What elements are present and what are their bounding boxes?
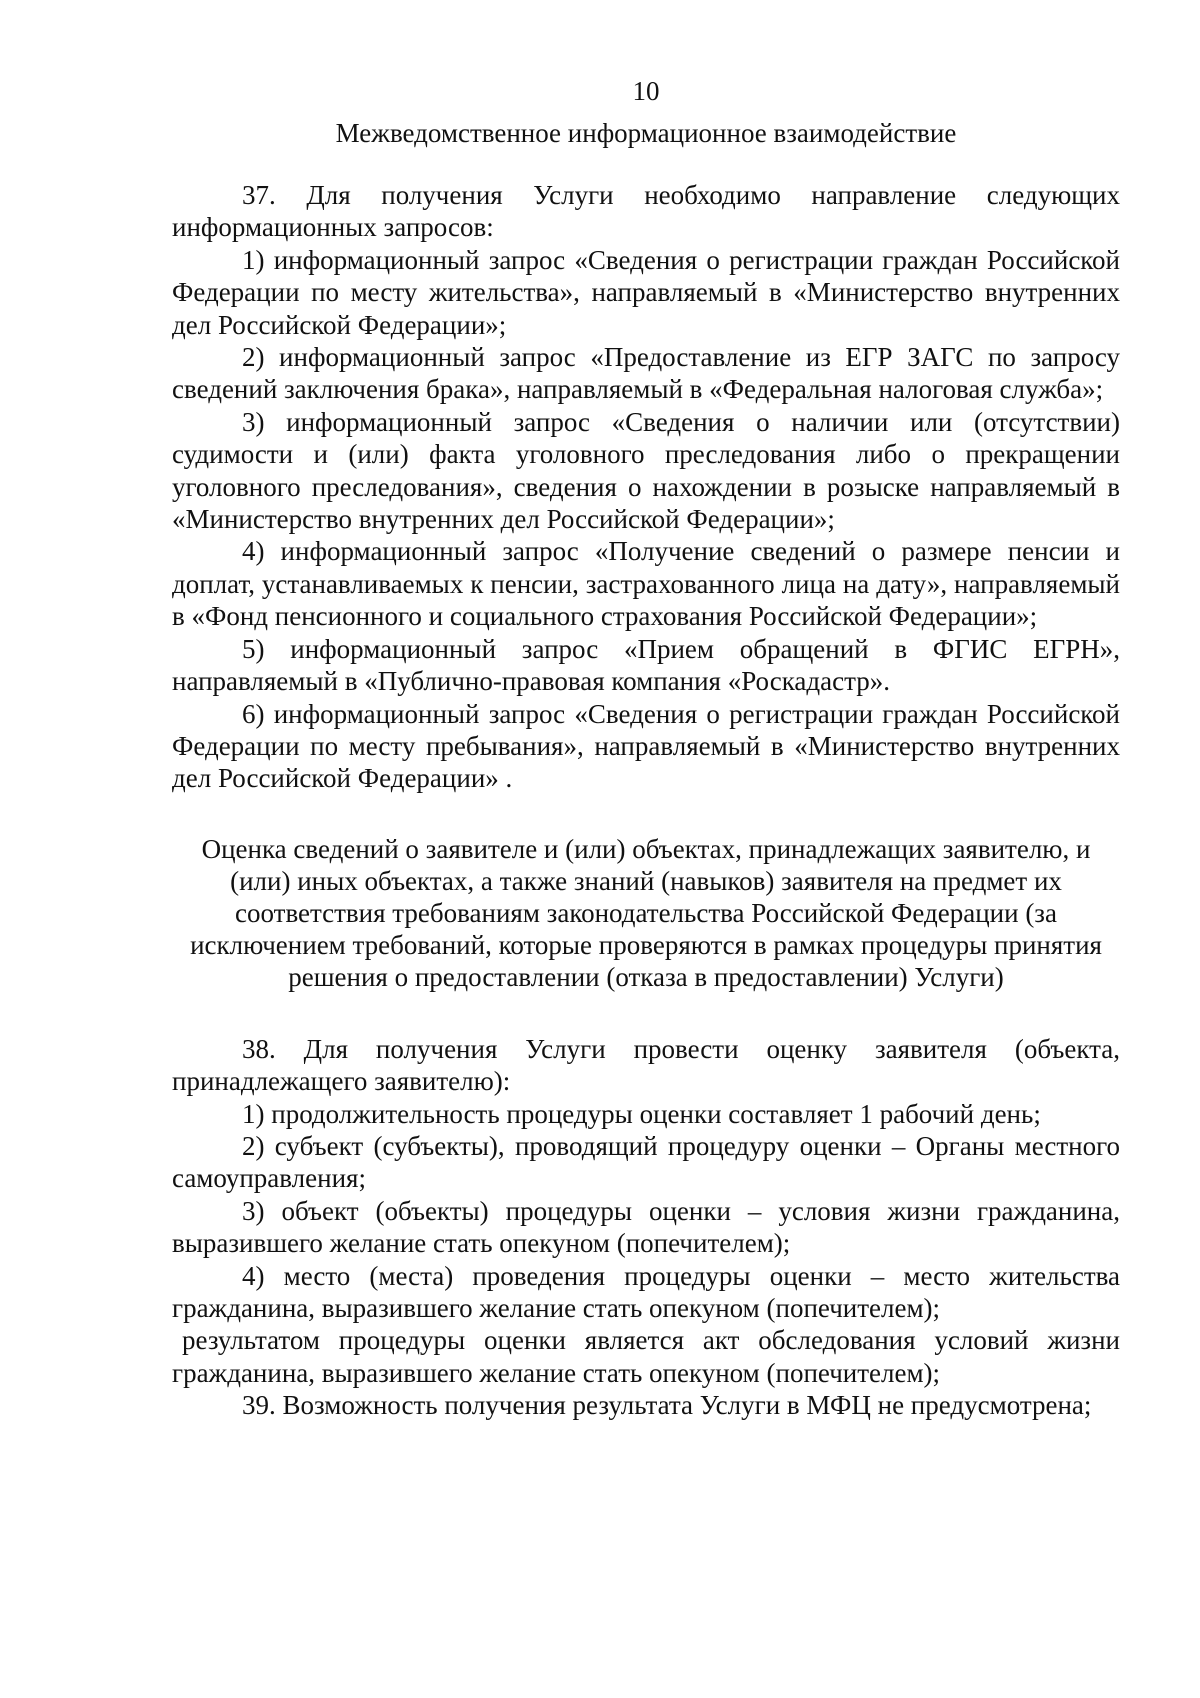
paragraph-37-item-1: 1) информационный запрос «Сведения о регистрации граждан Российской Федерации по месту жительства», направляемый в «Министерство внутренних дел Российской Федерации»; bbox=[172, 244, 1120, 340]
paragraph-38-item-4: 4) место (места) проведения процедуры оценки – место жительства гражданина, выразившего желание стать опекуном (попечителем); bbox=[172, 1260, 1120, 1323]
paragraph-37-item-6: 6) информационный запрос «Сведения о регистрации граждан Российской Федерации по месту пребывания», направляемый в «Министерство внутренних дел Российской Федерации» . bbox=[172, 698, 1120, 794]
paragraph-37-item-2: 2) информационный запрос «Предоставление из ЕГР ЗАГС по запросу сведений заключения брака», направляемый в «Федеральная налоговая служба»; bbox=[172, 342, 1120, 405]
paragraph-37: 37. Для получения Услуги необходимо направление следующих информационных запросов: bbox=[172, 180, 1120, 243]
paragraph-37-item-5: 5) информационный запрос «Прием обращений в ФГИС ЕГРН», направляемый в «Публично-правовая компания «Роскадастр». bbox=[172, 633, 1120, 697]
paragraph-38-result: результатом процедуры оценки является акт обследования условий жизни гражданина, выразившего желание стать опекуном (попечителем); bbox=[172, 1325, 1120, 1388]
paragraph-38: 38. Для получения Услуги провести оценку заявителя (объекта, принадлежащего заявителю): bbox=[172, 1033, 1120, 1097]
paragraph-38-item-2: 2) субъект (субъекты), проводящий процедуру оценки – Органы местного самоуправления; bbox=[172, 1130, 1120, 1194]
paragraph-37-item-3: 3) информационный запрос «Сведения о наличии или (отсутствии) судимости и (или) факта уголовного преследования либо о прекращении уголовного преследования», сведения о нахождении в розыске направляемый в «Министерство внутренних дел Российской Федерации»; bbox=[172, 406, 1120, 535]
section-heading-interagency: Межведомственное информационное взаимодействие bbox=[335, 118, 957, 148]
page-content bbox=[172, 70, 1120, 1422]
section-heading-assessment: Оценка сведений о заявителе и (или) объектах, принадлежащих заявителю, и (или) иных объектах, а также знаний (навыков) заявителя на предмет их соответствия требованиям законодательства Российской Федерации (за исключением требований, которые проверяются в рамках процедуры принятия решения о предоставлении (отказа в предоставлении) Услуги) bbox=[190, 833, 1102, 992]
paragraph-37-item-4: 4) информационный запрос «Получение сведений о размере пенсии и доплат, устанавливаемых к пенсии, застрахованного лица на дату», направляемый в «Фонд пенсионного и социального страхования Российской Федерации»; bbox=[172, 536, 1120, 632]
page-number: 10 bbox=[632, 76, 660, 106]
paragraph-38-item-3: 3) объект (объекты) процедуры оценки – условия жизни гражданина, выразившего желание стать опекуном (попечителем); bbox=[172, 1195, 1120, 1259]
paragraph-39: 39. Возможность получения результата Услуги в МФЦ не предусмотрена; bbox=[242, 1390, 1092, 1421]
paragraph-38-item-1: 1) продолжительность процедуры оценки составляет 1 рабочий день; bbox=[242, 1098, 1041, 1129]
